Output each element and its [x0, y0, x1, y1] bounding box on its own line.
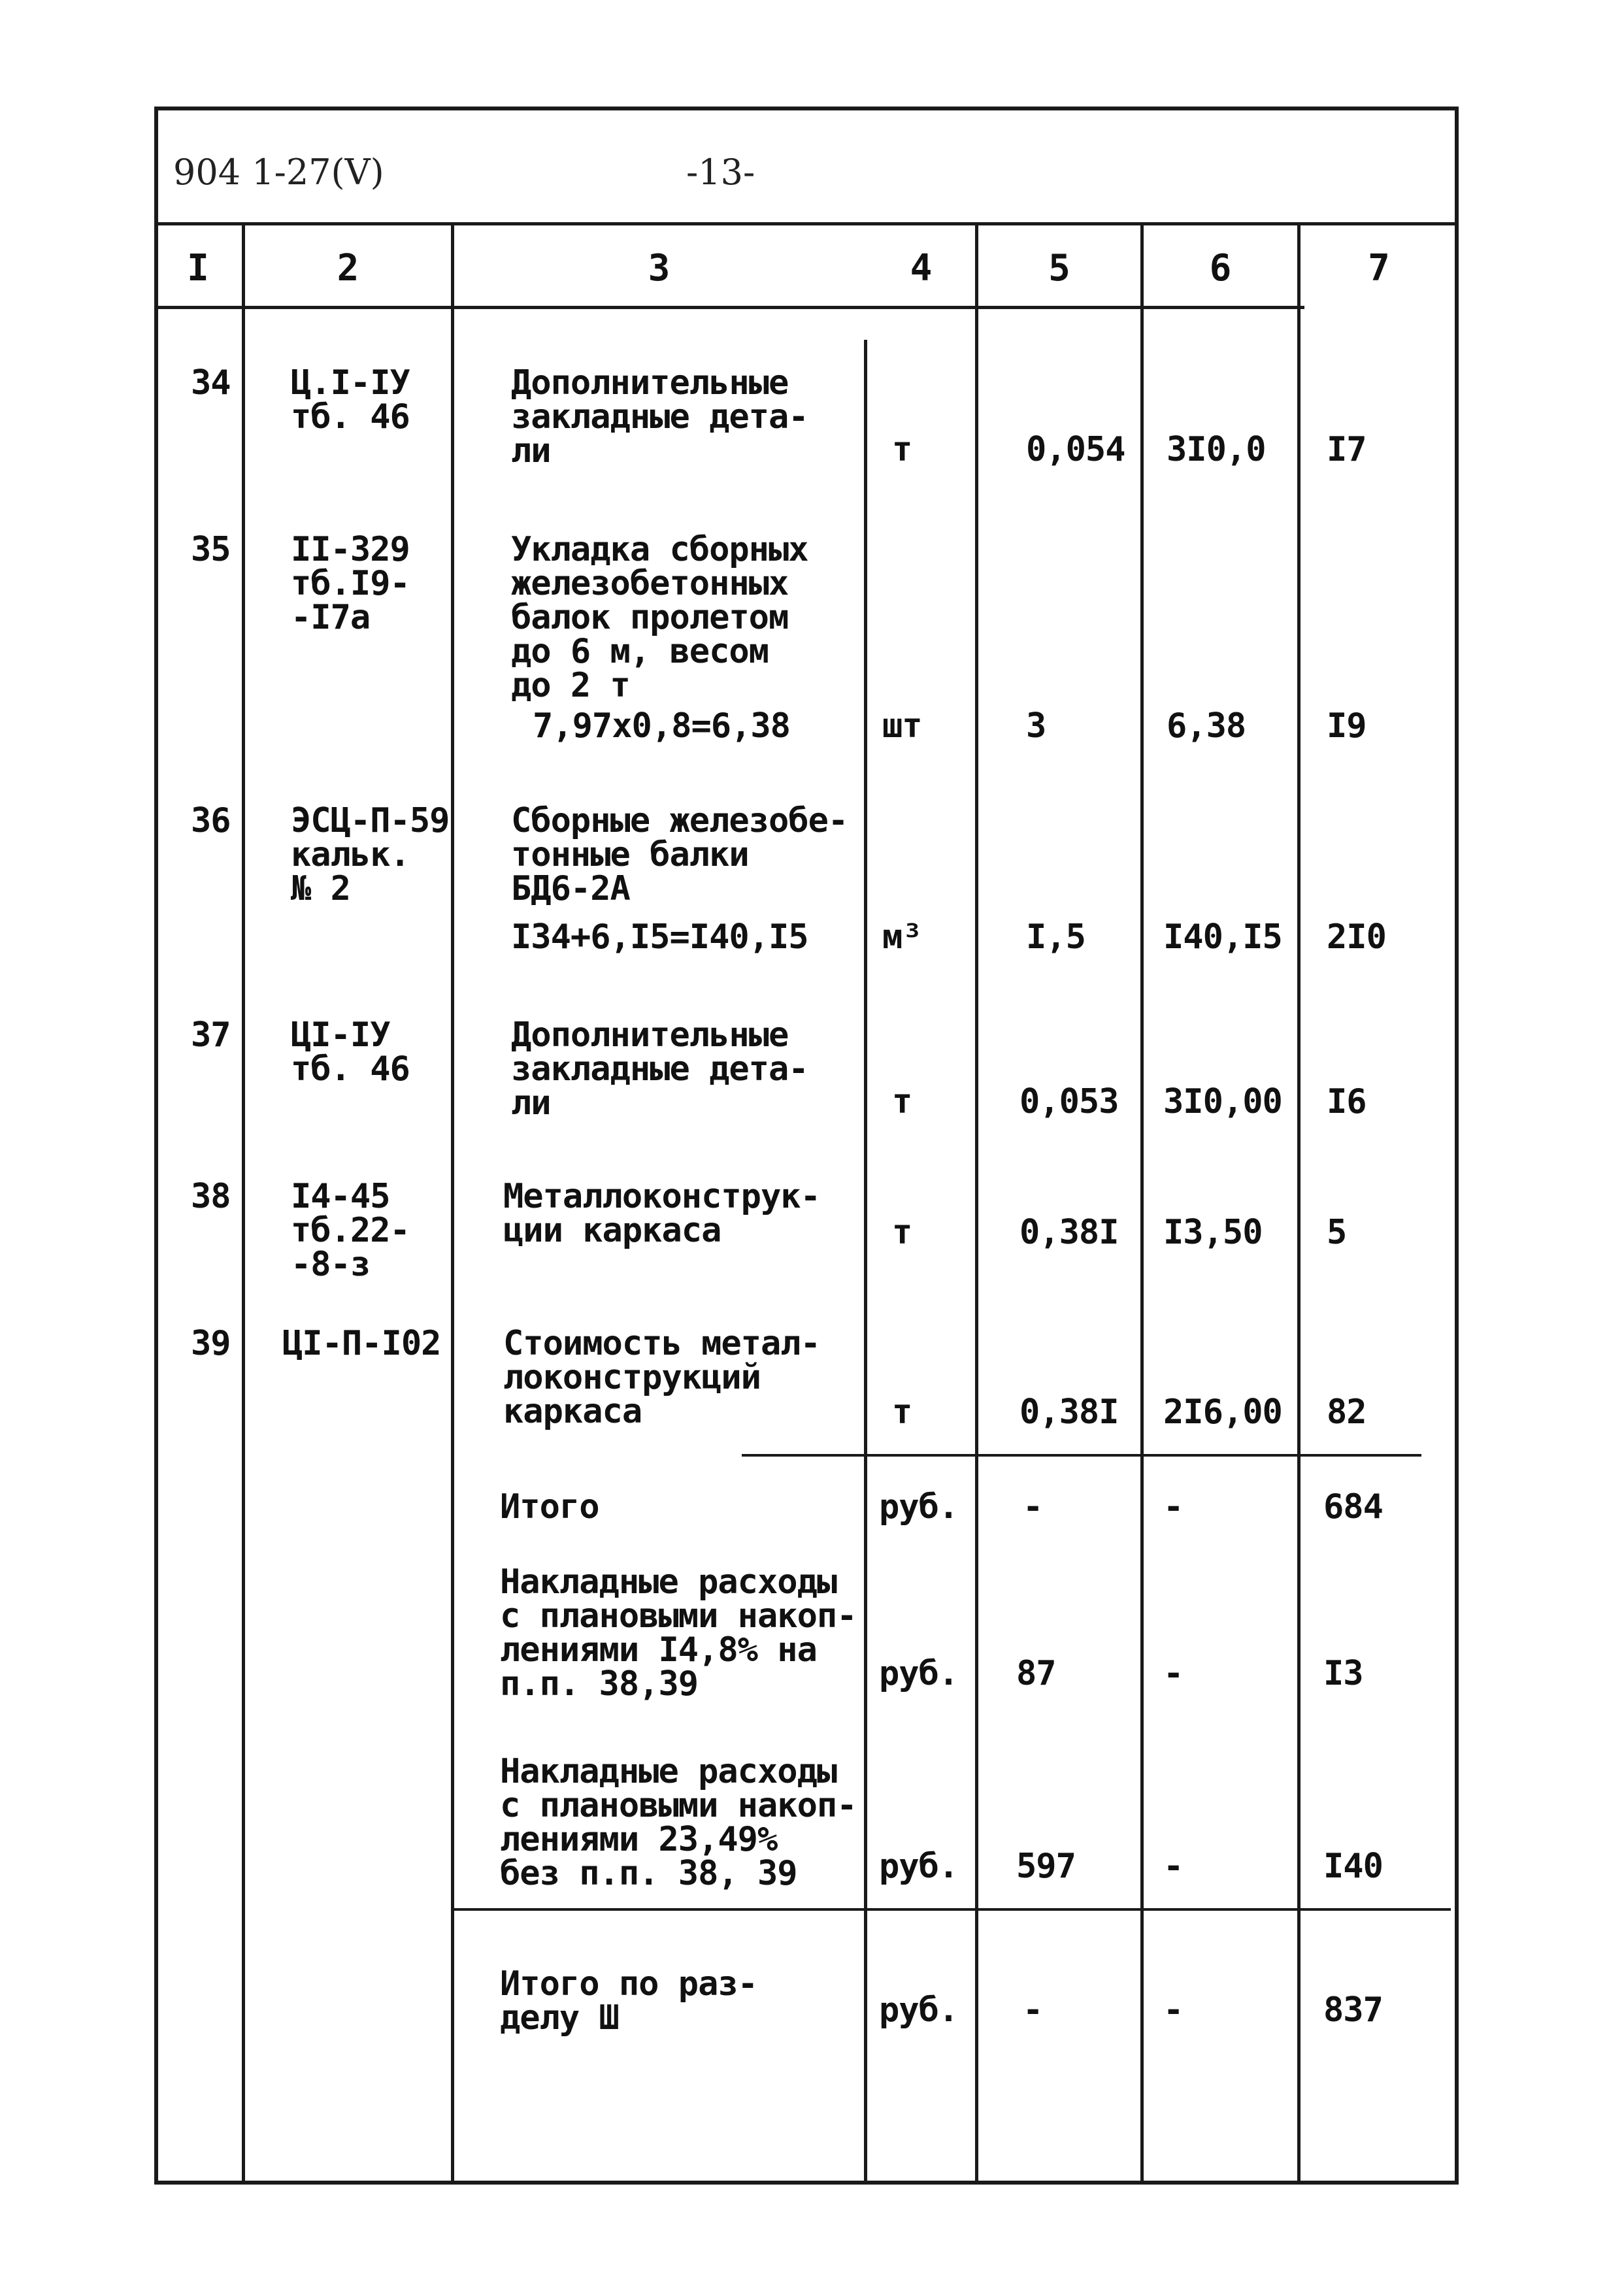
section-total-desc: Итого по раз- делу Ш: [500, 1964, 757, 2038]
col-divider-2: [451, 222, 454, 2183]
column-header-divider: [154, 306, 1304, 309]
row-37-total: I6: [1327, 1082, 1367, 1121]
row-37-desc: Дополнительные закладные дета- ли: [511, 1015, 808, 1123]
summary-total-value: 684: [1323, 1487, 1383, 1527]
summary-total-unit: руб.: [879, 1487, 959, 1527]
row-39-unit: т: [892, 1393, 912, 1432]
section-total-unit: руб.: [879, 1990, 959, 2030]
row-34-qty: 0,054: [1026, 430, 1125, 469]
row-38-price: I3,50: [1163, 1213, 1263, 1252]
page-number: -13-: [686, 152, 755, 193]
row-34-unit: т: [892, 430, 912, 469]
row-38-desc: Металлоконструк- ции каркаса: [503, 1177, 820, 1250]
header-divider: [154, 222, 1459, 225]
row-38-total: 5: [1327, 1213, 1347, 1252]
row-34-price: 3I0,0: [1167, 430, 1266, 469]
row-39-no: 39: [191, 1324, 231, 1363]
row-35-desc: Укладка сборных железобетонных балок пролетом до 6 м, весом до 2 т: [511, 530, 808, 705]
col-divider-3: [864, 340, 867, 2183]
row-35-calc: 7,97х0,8=6,38: [533, 706, 790, 746]
summary-total-price: -: [1163, 1487, 1184, 1527]
row-36-unit: м³: [882, 917, 922, 957]
row-37-qty: 0,053: [1019, 1082, 1119, 1121]
row-39-code: ЦI-П-I02: [282, 1324, 441, 1363]
row-36-calc: I34+6,I5=I40,I5: [511, 917, 808, 957]
row-35-total: I9: [1327, 706, 1367, 746]
overhead-2-total: I40: [1323, 1847, 1383, 1886]
row-34-no: 34: [191, 363, 231, 403]
col-header-3: 3: [648, 247, 671, 289]
section-total-value: 837: [1323, 1990, 1383, 2030]
row-35-price: 6,38: [1167, 706, 1246, 746]
document-code: 904 1-27(V): [173, 152, 384, 193]
summary-total-desc: Итого: [500, 1487, 599, 1527]
section-total-price: -: [1163, 1990, 1184, 2030]
row-36-total: 2I0: [1327, 917, 1386, 957]
col-header-7: 7: [1368, 247, 1390, 289]
col-divider-4: [975, 222, 978, 2183]
row-34-total: I7: [1327, 430, 1367, 469]
row-35-no: 35: [191, 530, 231, 569]
col-divider-5: [1140, 222, 1144, 2183]
row-39-desc: Стоимость метал- локонструкций каркаса: [503, 1324, 820, 1431]
row-36-code: ЭСЦ-П-59 кальк. № 2: [291, 801, 450, 908]
overhead-1-desc: Накладные расходы с плановыми накоп- лениями I4,8% на п.п. 38,39: [500, 1562, 857, 1704]
section-total-divider: [451, 1908, 1451, 1911]
row-37-unit: т: [892, 1082, 912, 1121]
overhead-2-price: -: [1163, 1847, 1184, 1886]
overhead-2-qty: 597: [1016, 1847, 1076, 1886]
summary-divider: [742, 1454, 1421, 1457]
col-divider-6: [1297, 222, 1301, 2183]
overhead-1-qty: 87: [1016, 1654, 1056, 1693]
row-37-no: 37: [191, 1015, 231, 1055]
col-header-2: 2: [337, 247, 359, 289]
row-38-unit: т: [892, 1213, 912, 1252]
row-37-price: 3I0,00: [1163, 1082, 1282, 1121]
row-36-no: 36: [191, 801, 231, 840]
overhead-1-unit: руб.: [879, 1654, 959, 1693]
overhead-1-total: I3: [1323, 1654, 1363, 1693]
row-39-qty: 0,38I: [1019, 1393, 1119, 1432]
col-header-4: 4: [910, 247, 933, 289]
col-header-1: I: [187, 247, 209, 289]
col-divider-1: [242, 222, 245, 2183]
row-35-code: II-329 тб.I9- -I7а: [291, 530, 410, 637]
row-38-code: I4-45 тб.22- -8-з: [291, 1177, 410, 1284]
row-36-qty: I,5: [1026, 917, 1085, 957]
row-39-price: 2I6,00: [1163, 1393, 1282, 1432]
row-35-qty: 3: [1026, 706, 1046, 746]
row-36-price: I40,I5: [1163, 917, 1282, 957]
row-38-qty: 0,38I: [1019, 1213, 1119, 1252]
row-39-total: 82: [1327, 1393, 1367, 1432]
overhead-2-unit: руб.: [879, 1847, 959, 1886]
overhead-2-desc: Накладные расходы с плановыми накоп- лениями 23,49% без п.п. 38, 39: [500, 1752, 857, 1893]
section-total-qty: -: [1023, 1990, 1043, 2030]
row-35-unit: шт: [882, 706, 922, 746]
overhead-1-price: -: [1163, 1654, 1184, 1693]
row-34-code: Ц.I-IУ тб. 46: [291, 363, 410, 437]
row-36-desc: Сборные железобе- тонные балки БД6-2А: [511, 801, 848, 908]
row-34-desc: Дополнительные закладные дета- ли: [511, 363, 808, 471]
col-header-5: 5: [1048, 247, 1070, 289]
row-37-code: ЦI-IУ тб. 46: [291, 1015, 410, 1089]
row-38-no: 38: [191, 1177, 231, 1216]
summary-total-qty: -: [1023, 1487, 1043, 1527]
col-header-6: 6: [1209, 247, 1232, 289]
